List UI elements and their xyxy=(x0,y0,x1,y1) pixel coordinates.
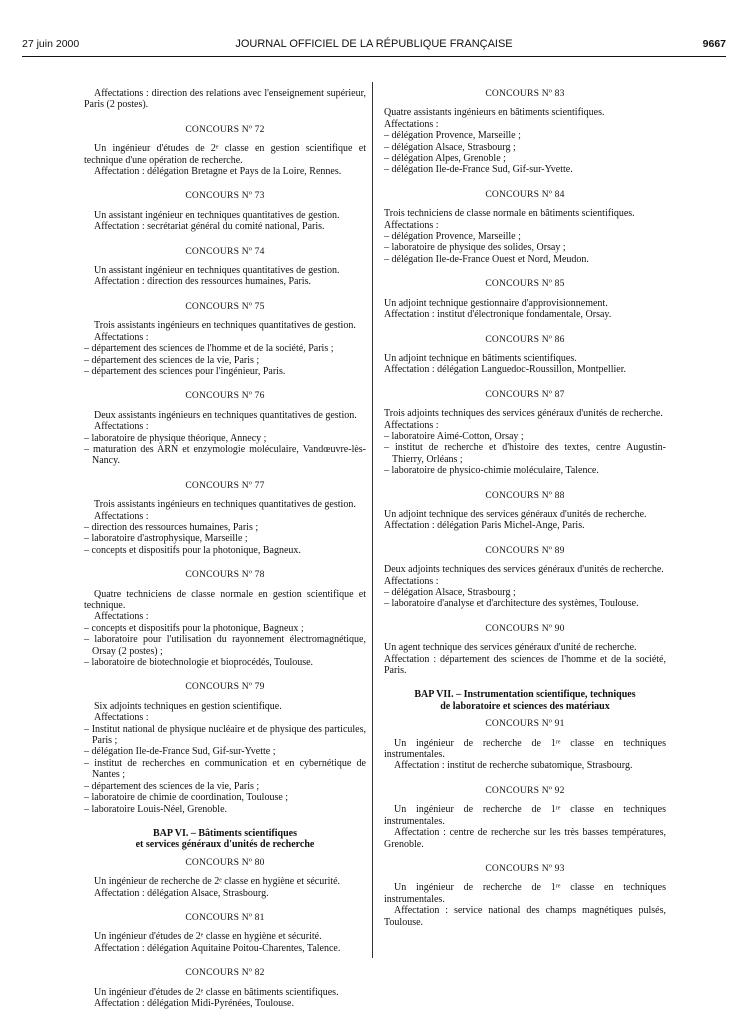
list-item: – laboratoire pour l'utilisation du rayonnement électromagnétique, Orsay (2 postes) ; xyxy=(84,634,366,657)
concours-79 xyxy=(84,681,366,814)
concours-text: Deux assistants ingénieurs en techniques quantitatives de gestion. xyxy=(94,409,357,421)
column-separator xyxy=(372,82,373,958)
concours-text: Un ingénieur de recherche de 1ʳᵉ classe en techniques instrumentales. xyxy=(384,737,666,761)
affectation-list xyxy=(84,623,366,669)
affectation: Affectations : xyxy=(384,575,439,587)
list-item: – laboratoire de chimie de coordination, Toulouse ; xyxy=(84,792,366,803)
concours-78 xyxy=(84,569,366,668)
concours-89 xyxy=(384,545,666,610)
affectation: Affectations : xyxy=(94,510,149,522)
concours-77 xyxy=(84,480,366,556)
list-item: – laboratoire d'astrophysique, Marseille ; xyxy=(84,533,366,544)
bap-vii-heading xyxy=(384,689,666,712)
list-item: – Institut national de physique nucléaire et de physique des particules, Paris ; xyxy=(84,724,366,747)
concours-73 xyxy=(84,190,366,232)
list-item: – département des sciences de la vie, Paris ; xyxy=(84,355,366,366)
concours-83 xyxy=(384,88,666,176)
concours-text: Un agent technique des services généraux d'unité de recherche. xyxy=(384,642,637,654)
list-item: – délégation Ile-de-France Sud, Gif-sur-Yvette. xyxy=(384,164,666,175)
concours-heading: CONCOURS Nº 78 xyxy=(185,569,265,581)
concours-heading: CONCOURS Nº 72 xyxy=(185,123,265,135)
concours-heading: CONCOURS Nº 91 xyxy=(485,718,565,730)
affectation: Affectations : xyxy=(384,219,439,231)
affectation-list xyxy=(84,522,366,556)
affectation: Affectations : xyxy=(384,419,439,431)
concours-text: Trois adjoints techniques des services généraux d'unités de recherche. xyxy=(384,408,663,420)
bap-title-line: BAP VI. – Bâtiments scientifiques xyxy=(153,827,297,839)
concours-75 xyxy=(84,301,366,377)
concours-text: Un adjoint technique des services généraux d'unités de recherche. xyxy=(384,508,647,520)
concours-text: Trois techniciens de classe normale en bâtiments scientifiques. xyxy=(384,208,635,220)
affectation: Affectation : délégation Languedoc-Roussillon, Montpellier. xyxy=(384,364,626,376)
header-rule xyxy=(22,56,726,57)
concours-text: Trois assistants ingénieurs en techniques quantitatives de gestion. xyxy=(94,320,356,332)
list-item: – laboratoire de physique théorique, Annecy ; xyxy=(84,433,366,444)
list-item: – concepts et dispositifs pour la photonique, Bagneux. xyxy=(84,545,366,556)
list-item: – direction des ressources humaines, Paris ; xyxy=(84,522,366,533)
concours-heading: CONCOURS Nº 80 xyxy=(185,856,265,868)
concours-heading: CONCOURS Nº 76 xyxy=(185,390,265,402)
affectation: Affectation : institut de recherche subatomique, Strasbourg. xyxy=(394,760,633,772)
concours-heading: CONCOURS Nº 92 xyxy=(485,784,565,796)
list-item: – département des sciences de l'homme et de la société, Paris ; xyxy=(84,343,366,354)
concours-heading: CONCOURS Nº 88 xyxy=(485,489,565,501)
concours-heading: CONCOURS Nº 93 xyxy=(485,862,565,874)
concours-92 xyxy=(384,785,666,850)
list-item: – délégation Ile-de-France Ouest et Nord, Meudon. xyxy=(384,254,666,265)
affectation: Affectations : xyxy=(384,118,439,130)
intro-block xyxy=(84,88,366,111)
list-item: – délégation Alpes, Grenoble ; xyxy=(384,153,666,164)
list-item: – délégation Alsace, Strasbourg ; xyxy=(384,587,666,598)
concours-text: Un assistant ingénieur en techniques quantitatives de gestion. xyxy=(94,265,340,277)
list-item: – délégation Alsace, Strasbourg ; xyxy=(384,142,666,153)
affectation: Affectation : service national des champs magnétiques pulsés, Toulouse. xyxy=(384,905,666,928)
issue-date: 27 juin 2000 xyxy=(22,38,80,50)
concours-heading: CONCOURS Nº 74 xyxy=(185,245,265,257)
concours-heading: CONCOURS Nº 75 xyxy=(185,300,265,312)
list-item: – institut de recherches en communication et en cybernétique de Nantes ; xyxy=(84,758,366,781)
concours-76 xyxy=(84,390,366,466)
list-item: – maturation des ARN et enzymologie moléculaire, Vandœuvre-lès-Nancy. xyxy=(84,444,366,467)
journal-title: JOURNAL OFFICIEL DE LA RÉPUBLIQUE FRANÇAISE xyxy=(235,38,513,50)
concours-text: Un ingénieur d'études de 2ᵉ classe en bâtiments scientifiques. xyxy=(94,986,339,998)
concours-91 xyxy=(384,718,666,772)
concours-heading: CONCOURS Nº 83 xyxy=(485,88,565,99)
affectation: Affectation : délégation Alsace, Strasbourg. xyxy=(94,887,269,899)
list-item: – délégation Provence, Marseille ; xyxy=(384,231,666,242)
affectation-list xyxy=(84,724,366,815)
affectation: Affectation : délégation Paris Michel-Ange, Paris. xyxy=(384,520,585,532)
concours-heading: CONCOURS Nº 90 xyxy=(485,622,565,634)
concours-heading: CONCOURS Nº 89 xyxy=(485,544,565,556)
list-item: – laboratoire de physico-chimie moléculaire, Talence. xyxy=(384,465,666,476)
affectation: Affectations : xyxy=(94,611,149,623)
list-item: – laboratoire Louis-Néel, Grenoble. xyxy=(84,804,366,815)
concours-text: Un adjoint technique en bâtiments scientifiques. xyxy=(384,352,577,364)
affectation: Affectation : délégation Bretagne et Pays de la Loire, Rennes. xyxy=(94,166,342,178)
concours-text: Quatre techniciens de classe normale en gestion scientifique et technique. xyxy=(84,588,366,611)
left-column xyxy=(84,88,366,1022)
concours-72 xyxy=(84,124,366,178)
right-column xyxy=(384,88,666,941)
intro-text: Affectations : direction des relations avec l'enseignement supérieur, Paris (2 postes). xyxy=(84,88,366,111)
concours-heading: CONCOURS Nº 77 xyxy=(185,479,265,491)
concours-90 xyxy=(384,623,666,677)
list-item: – laboratoire de physique des solides, Orsay ; xyxy=(384,242,666,253)
concours-heading: CONCOURS Nº 85 xyxy=(485,278,565,290)
concours-85 xyxy=(384,278,666,320)
affectation-list xyxy=(84,433,366,467)
concours-text: Un assistant ingénieur en techniques quantitatives de gestion. xyxy=(94,209,340,221)
affectation-list xyxy=(384,587,666,610)
affectation: Affectation : délégation Aquitaine Poitou-Charentes, Talence. xyxy=(94,942,341,954)
list-item: – département des sciences pour l'ingénieur, Paris. xyxy=(84,366,366,377)
affectation-list xyxy=(384,130,666,176)
affectation: Affectation : délégation Midi-Pyrénées, Toulouse. xyxy=(94,997,294,1009)
affectation-list xyxy=(84,343,366,377)
list-item: – laboratoire d'analyse et d'architecture des systèmes, Toulouse. xyxy=(384,598,666,609)
page-number: 9667 xyxy=(702,38,726,50)
affectation-list xyxy=(384,431,666,477)
concours-81 xyxy=(84,912,366,954)
concours-heading: CONCOURS Nº 86 xyxy=(485,333,565,345)
affectation-list xyxy=(384,231,666,265)
concours-88 xyxy=(384,490,666,532)
list-item: – délégation Provence, Marseille ; xyxy=(384,130,666,141)
affectation: Affectation : centre de recherche sur les très basses températures, Grenoble. xyxy=(384,827,666,850)
affectation: Affectation : secrétariat général du comité national, Paris. xyxy=(94,221,325,233)
concours-86 xyxy=(384,334,666,376)
affectation: Affectation : institut d'électronique fondamentale, Orsay. xyxy=(384,309,612,321)
concours-heading: CONCOURS Nº 81 xyxy=(185,911,265,923)
affectation: Affectations : xyxy=(94,331,149,343)
bap-title-line: BAP VII. – Instrumentation scientifique, techniques xyxy=(414,689,636,701)
affectation: Affectation : département des sciences de l'homme et de la société, Paris. xyxy=(384,653,666,677)
concours-80 xyxy=(84,857,366,899)
concours-heading: CONCOURS Nº 84 xyxy=(485,188,565,200)
concours-text: Un ingénieur d'études de 2ᵉ classe en hygiène et sécurité. xyxy=(94,931,322,943)
affectation: Affectations : xyxy=(94,712,149,724)
concours-heading: CONCOURS Nº 73 xyxy=(185,190,265,202)
concours-82 xyxy=(84,967,366,1009)
concours-text: Un ingénieur de recherche de 2ᵉ classe en hygiène et sécurité. xyxy=(94,876,341,888)
concours-text: Six adjoints techniques en gestion scientifique. xyxy=(94,700,282,712)
list-item: – délégation Ile-de-France Sud, Gif-sur-Yvette ; xyxy=(84,746,366,757)
concours-text: Quatre assistants ingénieurs en bâtiments scientifiques. xyxy=(384,107,605,119)
list-item: – institut de recherche et d'histoire des textes, centre Augustin-Thierry, Orléans ; xyxy=(384,442,666,465)
concours-text: Un adjoint technique gestionnaire d'approvisionnement. xyxy=(384,297,608,309)
affectation: Affectation : direction des ressources humaines, Paris. xyxy=(94,276,311,288)
concours-87 xyxy=(384,389,666,477)
bap-title-line: de laboratoire et sciences des matériaux xyxy=(440,700,610,712)
concours-text: Un ingénieur de recherche de 1ʳᵉ classe en techniques instrumentales. xyxy=(384,882,666,905)
concours-heading: CONCOURS Nº 79 xyxy=(185,681,265,693)
concours-text: Un ingénieur de recherche de 1ʳᵉ classe en techniques instrumentales. xyxy=(384,804,666,827)
concours-text: Deux adjoints techniques des services généraux d'unités de recherche. xyxy=(384,564,664,576)
concours-84 xyxy=(384,189,666,265)
bap-title-line: et services généraux d'unités de recherche xyxy=(135,839,315,851)
list-item: – département des sciences de la vie, Paris ; xyxy=(84,781,366,792)
concours-74 xyxy=(84,246,366,288)
list-item: – laboratoire de biotechnologie et bioprocédés, Toulouse. xyxy=(84,657,366,668)
concours-heading: CONCOURS Nº 82 xyxy=(185,967,265,979)
concours-93 xyxy=(384,863,666,928)
list-item: – concepts et dispositifs pour la photonique, Bagneux ; xyxy=(84,623,366,634)
affectation: Affectations : xyxy=(94,421,149,433)
concours-heading: CONCOURS Nº 87 xyxy=(485,388,565,400)
page-header xyxy=(22,38,726,54)
list-item: – laboratoire Aimé-Cotton, Orsay ; xyxy=(384,431,666,442)
bap-vi-heading xyxy=(84,828,366,851)
concours-text: Trois assistants ingénieurs en techniques quantitatives de gestion. xyxy=(94,499,356,511)
concours-text: Un ingénieur d'études de 2ᵉ classe en gestion scientifique et technique d'une opération de recherche. xyxy=(84,143,366,166)
